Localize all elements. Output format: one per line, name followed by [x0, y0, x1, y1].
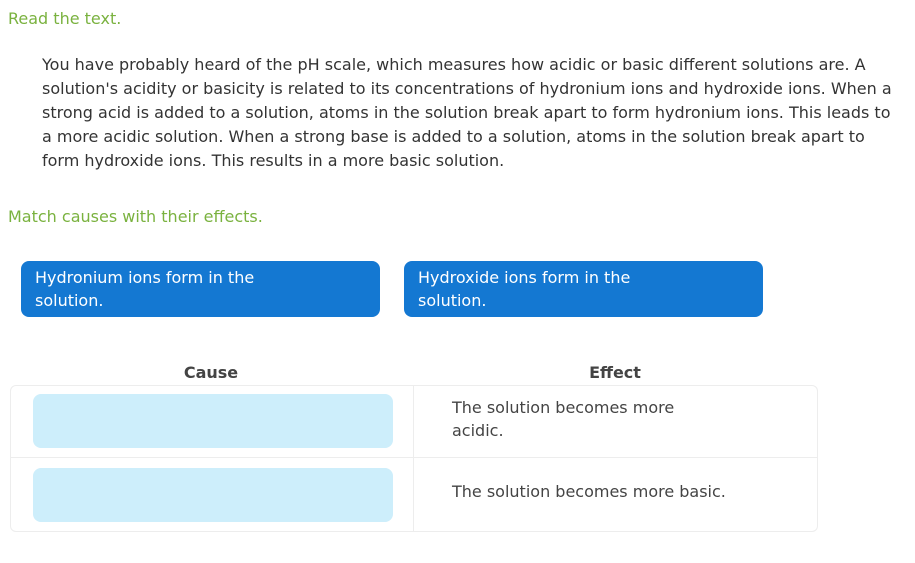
match-instruction-heading: Match causes with their effects. [8, 207, 263, 226]
tile-hydroxide-label: Hydroxide ions form in the solution. [418, 268, 631, 310]
tile-hydroxide[interactable] [404, 261, 763, 317]
cause-cell [11, 458, 413, 531]
tile-hydronium[interactable] [21, 261, 380, 317]
table-body [10, 385, 818, 532]
cause-cell [11, 386, 413, 457]
passage-text: You have probably heard of the pH scale, which measures how acidic or basic different solutions are. A solution's acidity or basicity is related to its concentrations of hydronium ions and hydroxide ions. When a strong acid is added to a solution, atoms in the solution break apart to form hydronium ions. This leads to a more acidic solution. When a strong base is added to a solution, atoms in the solution break apart to form hydroxide ions. This results in a more basic solution. [42, 55, 892, 170]
table-row [11, 386, 817, 457]
effect-column-header: Effect [589, 363, 641, 382]
effect-text-acidic: The solution becomes more acidic. [452, 398, 675, 440]
answer-tiles [21, 261, 915, 317]
cause-dropzone-1[interactable] [33, 394, 393, 448]
cause-column-header: Cause [183, 363, 239, 382]
effect-cell [413, 458, 817, 531]
table-row [11, 457, 817, 531]
table-column-headers [10, 363, 818, 382]
effect-text-basic: The solution becomes more basic. [452, 482, 726, 501]
cause-dropzone-2[interactable] [33, 468, 393, 522]
effect-cell [413, 386, 817, 457]
tile-hydronium-label: Hydronium ions form in the solution. [35, 268, 255, 310]
read-text-heading: Read the text. [8, 9, 122, 28]
match-table [10, 363, 818, 532]
